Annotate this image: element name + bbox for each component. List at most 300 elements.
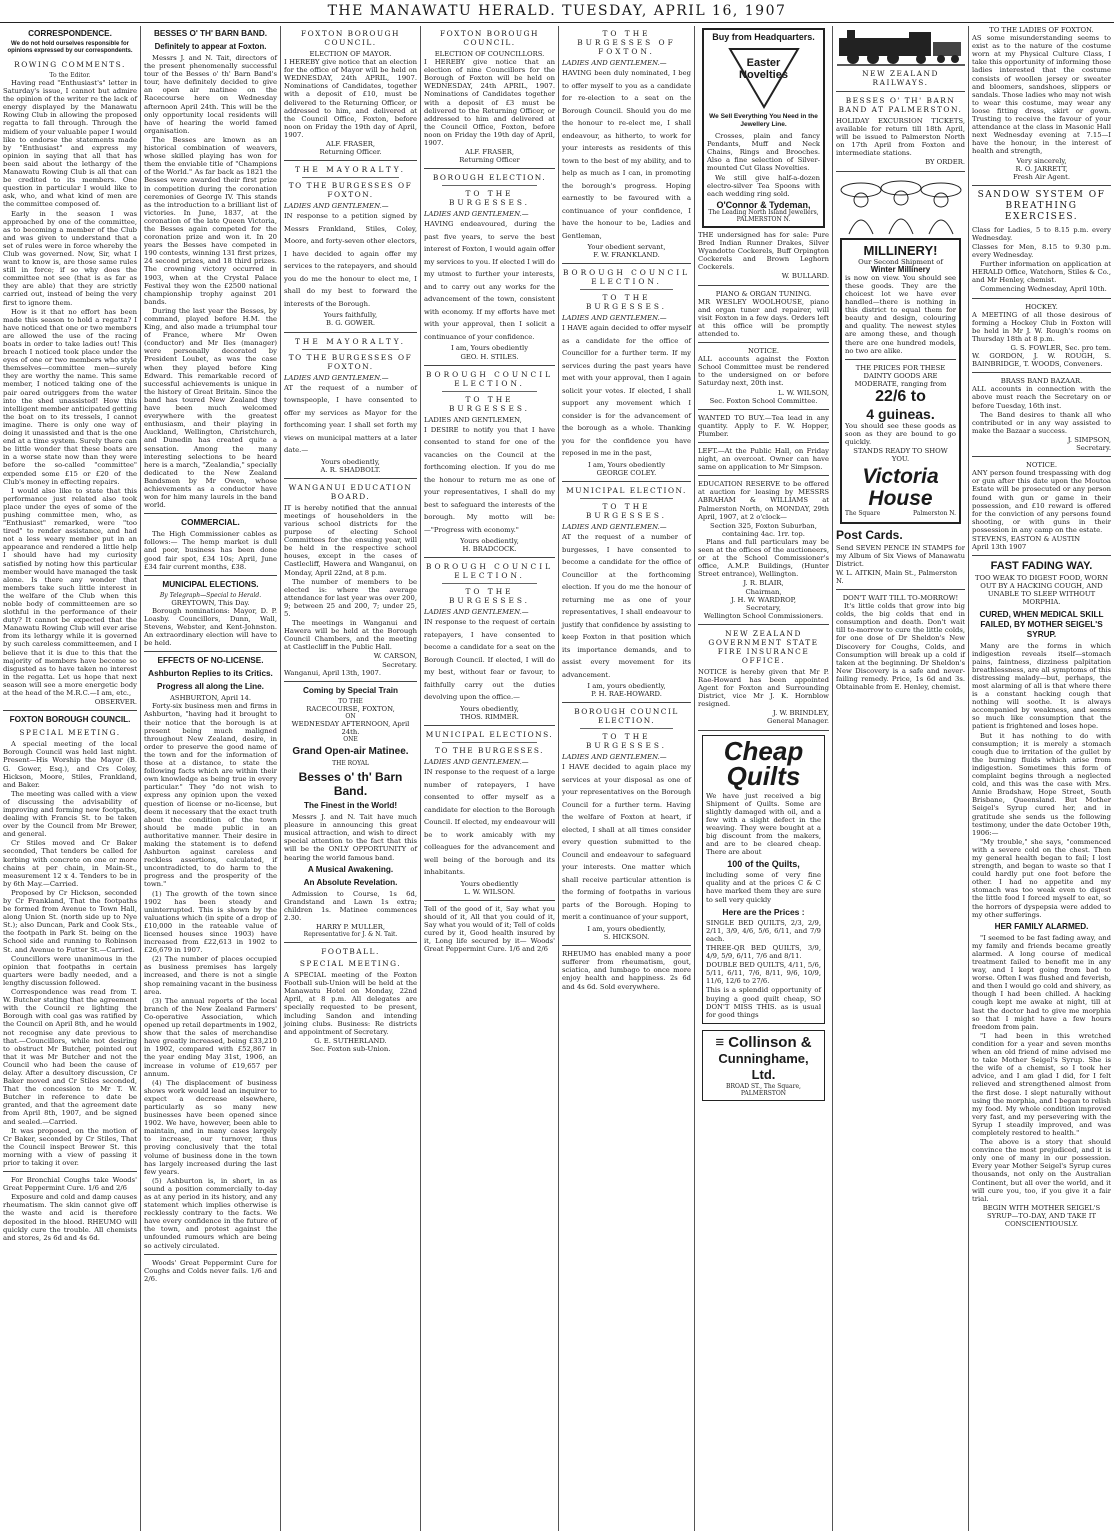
collinson-ad [702, 1030, 825, 1101]
nolicense-title: EFFECTS OF NO-LICENSE. [157, 656, 264, 666]
cheap-quilts-headline: Cheap Quilts [723, 735, 804, 791]
hockey-paragraph: A MEETING of all those desirous of forming a Hockey Club in Foxton will be held in Mr J. W. Rough's rooms on Thursday 18th at 8 p.m. [972, 310, 1111, 343]
firm-name [706, 1034, 821, 1051]
signature: G. S. FOWLER, Sec. pro tem. [1010, 344, 1111, 352]
divider [562, 702, 691, 703]
lost-ad: LEFT.—At the Public Hall, on Friday night, an overcoat. Owner can have same on application to Mr Simpson. [698, 447, 829, 472]
mayor-notice: I HEREBY give notice that an election for the office of Mayor will be held on WEDNESDAY, 24th APRIL, 1907. Nominations of Candidates, together with a deposit of £10, must be delivered to the Returning Officer, or addressed to him, and delivered at the Council Office, Foxton, before noon on Friday the 19th day of April, 1907. [284, 58, 417, 139]
divider [144, 575, 277, 576]
excursion-paragraph: HOLIDAY EXCURSION TICKETS, available for return till 18th April, will be issued to Palmerston North on 17th April from Foxton and intermediate stations. [836, 117, 965, 158]
millinery-headline: MILLINERY! [863, 242, 938, 258]
wanganui-title: WANGANUI EDUCATION BOARD. [288, 482, 413, 501]
council-paragraph: Councillors were unanimous in the opinion that footpaths in certain quarters were badly needed, and a lengthy discussion followed. [3, 954, 137, 987]
notice-title: NOTICE. [1025, 461, 1058, 470]
column-7 [833, 26, 968, 1534]
sandow-paragraph: Classes for Men, 8.15 to 9.30 p.m. every Wednesday. [972, 242, 1111, 260]
piano-paragraph: MR WESLEY WOOLHOUSE, piano and organ tuner and repairer, will visit Foxton in a few days. Orders left at this office will be promptly attended to. [698, 297, 829, 338]
signature: THOS. RIMMER. [460, 713, 519, 722]
signature: HARRY P. MULLER, [316, 922, 385, 931]
wanganui-paragraph: The number of members to be elected is: where the average attendance for last year was over 200, 9; between 25 and 200, 7; under 25, 5. [284, 577, 417, 618]
commercial-title: COMMERCIAL. [181, 518, 240, 528]
victoria-house-logo: Victoria House [862, 465, 939, 511]
ad-paragraph: Crosses, plain and fancy Pendants, Muff and Neck Chains, Rings and Brooches. Also a fine selection of Silver-mounted Cut Glass Novelties. [707, 132, 820, 173]
millinery-text: Our Second Shipment of [858, 257, 943, 266]
double-prices: DOUBLE BED QUILTS, 4/11, 5/6, 5/11, 6/11, 7/6, 8/11, 9/6, 10/9, 11/6, 12/6 to 27/6. [706, 961, 821, 986]
insurance-paragraph: NOTICE is hereby given that Mr P. Rae-Howard has been appointed Agent for Foxton and Surrounding District, vice Mr J. K. Hornblow resigned. [698, 667, 829, 709]
band-name: Besses o' th' Barn Band. [298, 770, 403, 799]
divider [972, 298, 1111, 299]
ad-slogan: We Sell Everything You Need in the Jewellery Line. [709, 113, 818, 129]
sandow-paragraph: Commencing Wednesday, April 10th. [980, 285, 1107, 294]
signature: W. CARSON, [373, 652, 417, 661]
postcards-ad [836, 529, 965, 585]
divider [424, 365, 555, 366]
signature-role: Secretary, [746, 603, 781, 612]
closing: I am, Yours obediently [587, 460, 666, 469]
council-paragraph: It was proposed, on the motion of Cr Baker, seconded by Cr Stiles, That the Council inspect Brewer St. this morning with a view of passing it prior to taking it over. [3, 1126, 137, 1167]
ad-headline: Buy from Headquarters. [712, 32, 815, 42]
divider [424, 557, 555, 558]
election-heading: BOROUGH COUNCIL ELECTION. [425, 369, 554, 388]
divider [302, 349, 399, 350]
football-title: FOOTBALL. [321, 947, 380, 957]
signature: A. R. SHADBOLT. [320, 465, 381, 474]
seigel-paragraph: "My trouble," she says, "commenced with a severe cold on the chest. Then my general health began to fail; I lost strength, and began to waste so that I could hardly put one foot before the other. I had no appetite and my stomach was too weak even to digest the little food I forced myself to eat, so the horrors of dyspepsia were added to my other sufferings. [972, 837, 1111, 919]
disclaimer: We do not hold ourselves responsible for opinions expressed by our correspondents. [7, 41, 133, 54]
rowing-signature: OBSERVER. [94, 698, 137, 707]
signature: G. E. SUTHERLAND. [314, 1036, 387, 1045]
election-heading: MUNICIPAL ELECTIONS. [425, 730, 554, 740]
divider [972, 456, 1111, 457]
council-title: FOXTON BOROUGH COUNCIL. [301, 29, 400, 47]
election-heading: BOROUGH COUNCIL ELECTION. [425, 562, 554, 581]
council-title: FOXTON BOROUGH COUNCIL. [440, 29, 539, 47]
prices-title: Here are the Prices : [722, 906, 805, 917]
salutation: LADIES AND GENTLEMEN.— [562, 59, 667, 67]
divider [424, 168, 555, 169]
address-row [845, 510, 956, 518]
notice-paragraph: ALL accounts against the Foxton School Committee must be rendered to the undersigned on or before Saturday next, 20th inst. [698, 355, 829, 388]
closing: Yours faithfully, [323, 311, 378, 320]
besses-paragraph: Messrs J. and N. Tait, directors of the present phenomenally successful tour of the Besses o' th' Barn Band's tour, have definitely decided to give an open air matinee on the Racecourse here on Wednesday afternoon April 24th. This will be the only opportunity local residents will have of hearing the world famed organisation. [144, 54, 277, 135]
prices-line: THE PRICES FOR THESE DAINTY GOODS ARE MODERATE, ranging from [854, 363, 947, 388]
wilson-letter: IN response to the request of a large number of ratepayers, I have consented to offer myself as a candidate for election to the Borough Council. If elected, my endeavour will be to work amicably with my colleagues for the advancement and well being of the borough and its inhabitants. [424, 768, 555, 877]
election-subtitle: ELECTION OF COUNCILLORS. [434, 50, 545, 58]
bradcock-letter: I DESIRE to notify you that I have consented to stand for one of the vacancies on the Council at the forthcoming election. If you do me the honour to return me as one of your representatives, I shall do my best to safeguard the interests of the borough. My motto will be:—"Progress with economy." [424, 425, 555, 534]
column-1 [0, 26, 140, 1534]
wanganui-paragraph: The meetings in Wanganui and Hawera will be held at the Borough Council Chambers, and the meeting at Castlecliff in the Public Hall. [284, 619, 417, 652]
divider [698, 342, 829, 343]
burgesses-heading: TO THE BURGESSES. [585, 502, 668, 521]
burgesses-title: TO THE BURGESSES OF FOXTON. [577, 29, 676, 56]
awakening-line: A Musical Awakening. [307, 864, 394, 874]
divider [698, 475, 829, 476]
seigel-paragraph: But it has nothing to do with consumption; it is merely a stomach cough due to irritation of the gullet by the burning fluids which arise from indigestion. Sometimes this form of complaint begins through a neglected cold, and this was the case with Mrs. Annie Bradshaw, Hope Street, South Brisbane, Queensland. But Mother Seigel's Syrup cured her, and in gratitude she sends us the following testimony, under the date October 19th, 1906:— [972, 731, 1111, 837]
band-paragraph: Messrs J. and N. Tait have much pleasure in announcing this great musical attraction, and wish to direct special attention to the fact that this will be the ONLY OPPORTUNITY of hearing the world famous band. [284, 813, 417, 862]
matinee-title: Grand Open-air Matinee. [292, 746, 409, 758]
quilts-paragraph: We have just received a big Shipment of Quilts. Some are slightly damaged with oil, and a few with a slight defect in the weaving. They were bought at a big discount from the makers, and are to be cleared cheap. There are about [706, 791, 821, 857]
divider [836, 589, 965, 590]
column-2 [141, 26, 280, 1534]
dateline: April 13th 1907 [972, 543, 1027, 552]
burgesses-heading: TO THE BURGESSES OF FOXTON. [288, 181, 413, 200]
burgesses-heading: TO THE BURGESSES. [448, 394, 531, 413]
rowing-paragraph: Early in the season I was approached by one of the committee, as to becoming a member of the Club and was given to understand that a set of rules were in force whereby the Club was governed. Now, Sir, what I want to know is, are those same rules still in force; if so why does the committee not see (that is as far as they are able) that they are strictly carried out, instead of being the very first to ignore them. [3, 209, 137, 307]
coley-letter: I HAVE again decided to offer myself as a candidate for the office of Councillor for a further term. If my services during the past years have met with your approval, then I again solicit your votes. If elected, I shall support any movement which I consider is for the advancement of the borough as a whole. Thanking you for the confidence you have reposed in me in the past, [562, 324, 691, 458]
rheumo-ad: RHEUMO has enabled many a poor sufferer from rheumatism, gout, sciatica, and lumbago to once more enjoy health and happiness. 2s 6d and 4s 6d. Sold everywhere. [562, 950, 691, 991]
seigel-paragraph: "I had been in this wretched condition for a year and seven months when an old friend of mine advised me to take Mother Seigel's Syrup. She is the wife of a chemist, so I took her advice, and I am glad I did, for I felt relieved and strengthened almost from the first dose. I slept naturally without using the morphia, and I began to relish my food. My whole condition improved very fast, and my persevering with the Syrup I steadily improved, and was completely restored to health." [972, 1031, 1111, 1137]
rae-howard-letter: AT the request of a number of burgesses, I have consented to become a candidate for the office of Councillor at the forthcoming election. If you do me the honour of returning me as one of your representatives, I shall endeavour to justify that confidence by assisting to keep Foxton in that position which its importance demands, and to assist every movement for its advancement. [562, 533, 691, 679]
signature-role: Fresh Air Agent. [1012, 172, 1071, 181]
signature-role: Representative for J. & N. Tait. [303, 931, 398, 939]
divider [580, 498, 673, 499]
closing: Yours obediently, [460, 537, 519, 546]
election-subtitle: ELECTION OF MAYOR. [309, 50, 392, 58]
signature: P. H. RAE-HOWARD. [591, 690, 662, 699]
cured-heading: CURED, WHEN MEDICAL SKILL FAILED, BY MOTHER SEIGEL'S SYRUP. [979, 609, 1104, 639]
admission-paragraph: Admission to Course, 1s 6d, Grandstand and Lawn 1s extra; children 1s. Matinee commences 2.30. [284, 889, 417, 922]
rowing-paragraph: Having read "Enthusiast's" letter in Saturday's issue, I cannot but admire the opinion of the writer re the lack of energy displayed by the Manawatu Rowing Club in allowing the proposed regatta to fall through. Through the midiem of your valuable paper I would like to endorse the statements made by "Enthusiast" and express my opinion in saying that all that has been said about the lethargy of the Manawatu Rowing Club is all that can be credited to its members. One question in particular I would like to ask, who, and what kind of men are the committee composed of. [3, 79, 137, 209]
millinery-ad [840, 238, 961, 524]
signature-role: Sec. Foxton School Committee. [709, 396, 818, 405]
closing: I am, Yours obediently [450, 344, 529, 353]
divider [562, 945, 691, 946]
nolicense-paragraph: Forty-six business men and firms in Ashburton, "having had it brought to their notice that the borough is at present being much maligned throughout New Zealand, desire, in order to preserve the good name of the town and for the information of those at a distance, to state the following facts which are within their own knowledge as being true in every particular." They "do not wish to express any opinion upon the vexed question of license or no-license, but deem it necessary that the exact truth about the condition of the town should be made public in an authoritative manner. Their desire in making the statement is to defend Ashburton against careless and reckless assertions, calculated, if uncontradicted, to do harm to the progress and the prosperity of the town." [144, 702, 277, 889]
ladies-paragraph: AS some misunderstanding seems to exist as to the nature of the costume worn at my Physical Culture Class, I take this opportunity of informing those ladies interested that the costume consists of woollen jersey or sweater and bloomers, sandshoes, slippers or sandals. Those ladies who may not wish to wear this costume, may wear any loose fitting dress, skirt or gown. Trusting to receive the favour of your attendance at the class in Masonic Hall next Wednesday evening at 7.15—I have the honour, in the interest of health and strength, [972, 34, 1111, 156]
divider [698, 624, 829, 625]
rowing-title: ROWING COMMENTS. [14, 60, 126, 69]
insurance-title: NEW ZEALAND GOVERNMENT STATE FIRE INSURANCE OFFICE. [708, 628, 819, 665]
divider [424, 900, 555, 901]
wanted-ad: WANTED TO BUY.—Tea lead in any quantity. Apply to F. W. Hopper, Plumber. [698, 413, 829, 438]
divider [3, 1171, 137, 1172]
nolicense-paragraph: (4) The displacement of business shows work would lead an inquirer to expect a decrease elsewhere, particularly as so many new businesses have been opened since 1902. We have, however, been able to maintain, and in many cases largely to increase, our turnover, thus proving conclusively that the total volume of business done in the town has largely increased during the last few years. [144, 1078, 277, 1176]
signature: J. W. BRINDLEY, [772, 709, 829, 718]
begin-line: BEGIN WITH MOTHER SEIGEL'S SYRUP—TO-DAY, AND TAKE IT CONSCIENTIOUSLY. [982, 1203, 1101, 1228]
hockey-title: HOCKEY. [1025, 302, 1058, 311]
divider [284, 681, 417, 682]
locomotive-icon [837, 28, 965, 66]
municipal-title: MUNICIPAL ELECTIONS. [162, 579, 259, 589]
signature-role: General Manager. [767, 717, 829, 726]
stiles-letter: HAVING endeavoured, during the past five years, to serve the best interest of Foxton, I would again offer my services to you. If elected I will do my utmost to further your interests, and to carry out any works for the advancement of the town, consistent with economy. If my efforts have met with your approval, then I solicit a continuance of your confidence. [424, 220, 555, 341]
election-heading: MUNICIPAL ELECTION. [566, 486, 687, 496]
bazaar-paragraph: The Band desires to thank all who contributed or in any way assisted to make the Bazaar a success. [972, 410, 1111, 435]
divider [442, 391, 537, 392]
by-order: BY ORDER. [925, 158, 965, 167]
council-paragraph: Correspondence was read from T. W. Butcher stating that the agreement with the Council re lighting the Borough with coal gas was ratified by the Council on April 8th, and he would not recognise any date previous to that.—Councillors, while not desiring to obstruct Mr Butcher, pointed out that it was Mr Butcher and not the Council who had been the cause of delay. After a desultory discussion, Cr Baker moved and Cr Stiles seconded, That the concession to Mr T. W. Butcher in reference to date be granted, and that the agreement date from April 8th, 1907, and be signed and sealed.—Carried. [3, 988, 137, 1126]
divider [144, 651, 277, 652]
sale-paragraph: THE undersigned has for sale: Pure Bred Indian Runner Drakes, Silver Wyandotte Cockerels, Buff Orpington Cockerels and Brown Leghorn Cockerels. [698, 230, 829, 272]
divider [442, 185, 537, 186]
rowing-paragraph: How is it that no effort has been made this season to hold a regatta? I have noticed that one or two members are allowed the use of the racing boats in order to take ladies out! This breach I noticed took place under the eyes of one or two members who style themselves—committee men—surely they are worthy the name. This same member, I noticed taking one of the pair oared outriggers from the water into the shed unassisted! How this intelligent member anticipated getting the boat on to its tressels, I cannot imagine. There is only one way of doing it unassisted and that is the one end at a time system. Surely there can be little wonder that these boats are in a worse state now than they were before the so-called "committee" expended some £15 or £20 of the Club's money in effecting repairs. [3, 307, 137, 486]
postcards-address: W. L. AITKIN, Main St., Palmerston N. [836, 568, 958, 585]
dateline: GREYTOWN, This Day. [171, 598, 250, 607]
council-paragraph: Proposed by Cr Hickson, seconded by Cr Frankland, That the footpaths be formed from Avenue to Town Hall, along Union St. (north side up to Nye St.); also Duncan, Park and Cook Sts., the footpath in Park St. being on the School side and running to Robinson St. and Avenue to Futter St.—Carried. [3, 888, 137, 954]
address-town: Palmerston N. [912, 510, 956, 518]
dont-wait-title: DON'T WAIT TILL TO-MORROW! [842, 594, 959, 602]
seigel-paragraph: The above is a story that should convince the most prejudiced, and it is only one of many in our possession. Every year Mother Seigel's Syrup cures thousands, not only on the Australian Continent, but all over the world, and it will cure you, too, if you give it a fair trial. [972, 1138, 1111, 1203]
divider [845, 359, 956, 360]
divider [284, 332, 417, 333]
wanganui-paragraph: IT is hereby notified that the annual meetings of householders in the various school districts for the purpose of electing School Committees for the ensuing year, will be held in the respective school houses, except in the cases of Castlecliff, Hawera and Wanganui, on Monday, April 22nd, at 8 p.m. [284, 503, 417, 577]
divider [836, 171, 965, 172]
signature: STEVENS, EASTON & AUSTIN [972, 534, 1081, 543]
firm-subtitle: The Leading North Island Jewellers, PALMERSTON N. [708, 208, 819, 223]
telegraph-line: By Telegraph—Special to Herald. [159, 591, 262, 599]
closing: Yours obediently [460, 879, 519, 888]
officer-name: ALF. FRASER, [325, 140, 376, 149]
burgesses-heading: TO THE BURGESSES OF FOXTON. [288, 352, 413, 371]
correspondence-heading: CORRESPONDENCE. [28, 29, 112, 38]
easter-triangle-graphic [728, 47, 800, 109]
mayoralty-title: THE MAYORALTY. [294, 336, 407, 346]
gower-letter: IN response to a petition signed by Messrs Frankland, Stiles, Coley, Moore, and forty-seven other electors, I have decided to again offer my services to the ratepayers, and should you do me the honour to elect me, I shall do my best to forward the interests of the Borough. [284, 212, 417, 308]
signature: GEO. H. STILES. [460, 352, 519, 361]
revelation-line: An Absolute Revelation. [303, 877, 398, 887]
postcards-headline: Post Cards. [836, 527, 903, 542]
salutation: LADIES AND GENTLEMEN.— [424, 758, 529, 767]
salutation: LADIES AND GENTLEMEN.— [562, 314, 667, 323]
nolicense-paragraph: (1) The growth of the town since 1902 has been steady and uninterrupted. This is shown by the valuations which (in spite of a drop of £10,000 in the rateable value of licensed houses since 1903) have increased from £22,613 in 1902 to £26,679 in 1907. [144, 889, 277, 955]
ladies-hats-illustration [839, 176, 963, 236]
firm-name-line: Cunninghame, Ltd. [718, 1050, 809, 1082]
divider [562, 263, 691, 264]
peppermint-ad: Woods' Great Peppermint Cure for Coughs and Colds never fails. 1/6 and 2/6. [144, 1258, 277, 1283]
besses-paragraph: The Besses are known as an historical combination of weavers, whose skilled playing has won for them the enviable title of "Champions of the World." As far back as 1821 the Besses were awarded their first prize in competition during the coronation ceremonies of George IV. This stands as the introduction to a brilliant list of victories. In June, 1837, at the coronation of the late Queen Victoria, the Besses again competed for the coronation prize and won it. In 20 years the Besses have competed in 190 contests, winning 131 first prizes, 24 second prizes, and 18 third prizes. The crowning victory occurred in 1903, when at the Crystal Palace Festival they won the £2500 national championship trophy against 201 bands. [144, 135, 277, 306]
divider [442, 583, 537, 584]
train-on: ON [345, 712, 356, 720]
menu-icon: ≡ [715, 1033, 725, 1051]
closing: I am, yours obediently, [587, 924, 666, 933]
salutation: LADIES AND GENTLEMEN.— [424, 608, 529, 617]
signature: H. BRADCOCK. [462, 545, 517, 554]
rimmer-letter: IN response to the request of certain ratepayers, I have consented to become a candidate for a seat on the Borough Council. If elected, I will do my best, without fear or favour, to faithfully carry out the duties devolving upon the office.— [424, 618, 555, 702]
nolicense-subtitle-2: Progress all along the Line. [157, 682, 264, 692]
burgesses-heading: TO THE BURGESSES. [434, 746, 545, 756]
besses-title: BESSES O' TH' BARN BAND. [153, 29, 268, 38]
closing: Very sincerely, [1016, 156, 1067, 165]
train-title: Coming by Special Train [302, 685, 399, 695]
ladies-title: TO THE LADIES OF FOXTON. [989, 26, 1094, 34]
signature: L. W. WILSON, [777, 388, 829, 397]
firm-name: O'Connor & Tydeman, [716, 199, 811, 210]
sandow-paragraph: Class for Ladies, 5 to 8.15 p.m. every Wednesday. [972, 225, 1111, 242]
winter-millinery: Winter Millinery [870, 264, 931, 274]
signature: J. H. W. WARDROP, [730, 595, 797, 604]
divider [3, 710, 137, 711]
sandow-title: SANDOW SYSTEM OF BREATHING EXERCISES. [977, 189, 1106, 222]
divider [972, 555, 1111, 556]
divider [562, 481, 691, 482]
jeweller-ad [702, 28, 825, 228]
signature-role: Chairman, [745, 587, 782, 596]
firm-name-line: Collinson & [728, 1033, 812, 1051]
divider [442, 742, 537, 743]
burgesses-heading: TO THE BURGESSES. [448, 587, 531, 606]
stands-line: STANDS READY TO SHOW YOU. [853, 447, 948, 464]
dateline: ASHBURTON, April 14. [170, 694, 251, 703]
fast-fading-title: FAST FADING WAY. [990, 560, 1093, 573]
closing: I am, yours obediently, [587, 682, 666, 691]
train-day: WEDNESDAY AFTERNOON, April 24th. [291, 719, 410, 736]
divider [284, 478, 417, 479]
train-one: ONE [343, 736, 358, 744]
signature: F. W. FRANKLAND. [593, 251, 660, 260]
divider [698, 730, 829, 731]
divider [580, 289, 673, 290]
municipal-paragraph: Borough nominations: Mayor, D. P. Loasby. Councillors, Dunn, Wall, Stevens, Webster, and Kent-Johnston. An extraordinary election will have to be held. [144, 606, 277, 648]
salutation: LADIES AND GENTLEMEN.— [562, 753, 667, 762]
royal-label: THE ROYAL [332, 760, 369, 768]
nolicense-paragraph: (3) The annual reports of the local branch of the New Zealand Farmers' Co-operative Association, which opened up retail departments in 1902, show that the sales of merchandise have greatly increased, being £33,210 in 1902, compared with £52,867 in the year ending May 31st, 1906, an increase in volume of £19,657 per annum. [144, 996, 277, 1078]
divider [144, 1254, 277, 1255]
closing: Your obedient servant, [587, 243, 666, 252]
bazaar-paragraph: ALL accounts in connection with the above must reach the Secretary on or before Tuesday, 16th inst. [972, 385, 1111, 410]
alarmed-heading: HER FAMILY ALARMED. [994, 921, 1089, 931]
divider [698, 409, 829, 410]
closing: Yours obediently, [321, 457, 380, 466]
council-subtitle: SPECIAL MEETING. [19, 728, 121, 738]
sandow-paragraph: Further information on application at HERALD Office, Watchorn, Stiles & Co., and Mr Henley, chemist. [972, 260, 1111, 285]
quilts-paragraph: This is a splendid opportunity of buying a good quilt cheap, SO DON'T MISS THIS. as is usual for good things [706, 986, 821, 1019]
seigel-paragraph: "I seemed to be fast fading away, and my family and friends became greatly alarmed. A long course of medical treatment failed to benefit me in any way, and I kept going from bad to worse. Often I was flushed and feverish, and then I would go cold and shivery, as though I had been chilled. A hacking cough kept me awake at night, till at last the doctor had to give me morphia so that I might have a few hours freedom from pain. [972, 933, 1111, 1031]
signature-role: Wellington School Commissioners. [703, 611, 824, 620]
signature-role: Secretary. [1076, 444, 1111, 453]
divider [284, 942, 417, 943]
divider [836, 91, 965, 92]
besses-subtitle: Definitely to appear at Foxton. [154, 42, 267, 51]
football-paragraph: A SPECIAL meeting of the Foxton Football sub-Union will be held at the Manawatu Hotel on Monday, 22nd April, at 8 p.m. All delegates are specially requested to be present, including Sandon and intending joining clubs. Business: Re districts and appointment of Secretary. [284, 971, 417, 1036]
single-prices: SINGLE BED QUILTS, 2/3, 2/9, 2/11, 3/9, 4/6, 5/6, 6/11, and 7/9 each. [706, 918, 821, 943]
train-to: TO THE [338, 697, 363, 705]
easter-novelties: Easter Novelties [739, 57, 788, 82]
election-heading: BOROUGH COUNCIL ELECTION. [562, 268, 691, 287]
signature: W. BULLARD. [781, 272, 829, 281]
quilts-ad [702, 735, 825, 1024]
column-6 [695, 26, 832, 1534]
notice-title: NOTICE. [747, 347, 780, 356]
firm-address: BROAD ST., The Square, PALMERSTON [726, 1082, 801, 1097]
council-paragraph: Cr Stiles moved and Cr Baker seconded, That tenders be called for kerbing with concrete on one or more chains at per chain, in Main-St., measurement 12 x 4. Tenders to be in by 6th May.—Carried. [3, 839, 137, 888]
council-paragraph: The meeting was called with a view of discussing the advisability of improving and forming new footpaths, dealing with Francis St. to be taken over by the Council from Mr Brewer, and general. [3, 789, 137, 839]
fast-fading-subtitle: TOO WEAK TO DIGEST FOOD, WORN OUT BY A HACKING COUGH, AND UNABLE TO SLEEP WITHOUT MORPHIA. [974, 574, 1109, 607]
divider [698, 442, 829, 443]
divider [284, 160, 417, 161]
signature: J. R. BLAIR, [743, 579, 784, 588]
peppermint-ad: For Bronchial Coughs take Woods' Great Peppermint Cure. 1/6 and 2/6 [3, 1176, 137, 1193]
notice-paragraph: ANY person found trespassing with dog or gun after this date upon the Moutoa Estate will be prosecuted or any person found with gun or game in their possession, and £10 reward is offered for the conviction of any persons found shooting, or with guns in their possession in any camp on the estate. [972, 469, 1111, 534]
closing: Yours obediently, [460, 704, 519, 713]
signature: L. W. WILSON. [463, 887, 516, 896]
signature-role: Secretary. [382, 660, 417, 669]
column-5 [559, 26, 694, 1534]
rowing-to-editor: To the Editor. [49, 72, 91, 79]
divider [144, 513, 277, 514]
nolicense-paragraph: (5) Ashburton is, in short, in as sound a position commercially to-day as at any period in its history, and any statement which implies otherwise is recklessly contrary to the facts. We have every confidence in the future of the town, and protest against the unfounded rumours which are being so actively circulated. [144, 1176, 277, 1250]
divider [972, 185, 1111, 186]
signature: R. O. JARRETT, [1015, 164, 1068, 173]
conveners: W. GORDON, J. W. ROUGH, S. BAINBRIDGE, T. WOODS, Conveners. [972, 352, 1111, 369]
besses-subtitle: BESSES O' TH' BARN BAND AT PALMERSTON. [838, 96, 963, 114]
salutation: LADIES AND GENTLEMEN.— [562, 523, 667, 532]
address-square: The Square [845, 510, 881, 518]
salutation: LADIES AND GENTLEMEN.— [284, 373, 389, 382]
signature: S. HICKSON. [603, 933, 650, 942]
price-range: 22/6 to [875, 387, 926, 405]
besses-paragraph: During the last year the Besses, by command, played before H.M. the King, and also made a triumphal tour of France, where Mr Owen (conductor) and Mr Iles (manager) were personally decorated by President Loubet, as was the case when they played before King Edward. This remarkable record of successful achievements is unique in the history of Great Britain. Since the band has toured New Zealand they have been much welcomed everywhere with the greatest enthusiasm, and their playing in Auckland, Wellington, Christchurch, and Dunedin has created quite a sensation. Among the many interesting selections to be heard here is a march, "Zealandia," specially dedicated to the New Zealand Bandsmen by Mr Owen, whose achievements as a conductor have won for him many laurels in the band world. [144, 306, 277, 510]
nolicense-subtitle: Ashburton Replies to its Critics. [148, 669, 273, 679]
hickson-letter: I HAVE decided to again place my services at your disposal as one of your representatives on the Borough Council for a further term. Having the welfare of Foxton at heart, if elected, I shall at all times consider every question submitted to the Council and endeavour to safeguard your interests. One matter which shall receive particular attention is the forming of footpaths in various parts of the Borough. Hoping to merit a continuance of your support, [562, 763, 691, 922]
signature: J. SIMPSON, [1067, 435, 1111, 444]
officer-name: ALF. FRASER, [464, 148, 515, 157]
council-title: FOXTON BOROUGH COUNCIL. [9, 715, 131, 725]
section-line: Section 325, Foxton Suburban, containing 4ac. 1rr. top. [710, 521, 817, 538]
burgesses-heading: TO THE BURGESSES. [448, 189, 531, 208]
election-heading: BOROUGH COUNCIL ELECTION. [574, 707, 679, 726]
mayoralty-title: THE MAYORALTY. [294, 165, 407, 175]
finest-tagline: The Finest in the World! [303, 801, 398, 811]
burgesses-heading: TO THE BURGESSES. [585, 293, 668, 312]
peppermint-poem: Tell of the good of it, Say what you should of it, All that you could of it, Say what you would of it; Tell of colds cured by it, Good health insured by it, Long life secured by it— Woods' Great Peppermint Cure. 1/6 and 2/6 [424, 904, 555, 954]
divider [580, 728, 673, 729]
quilts-count: 100 of the Quilts, [727, 859, 800, 870]
salutation: LADIES AND GENTLEMEN.— [424, 210, 529, 219]
commercial-paragraph: The High Commissioner cables as follows:— The hemp market is dull and poor, business has been done good fair spot, £34 10s; April, June £34 fair current months, £38. [144, 530, 277, 571]
councillors-notice: I HEREBY give notice that an election of nine Councillors for the Borough of Foxton will be held on WEDNESDAY, 24th APRIL, 1907. Nominations of Candidates together with a deposit of £3 must be delivered to the Returning Officer, or addressed to him and delivered at the Council Office, Foxton, before noon on Friday the 19th day of April, 1907. [424, 58, 555, 148]
divider [302, 177, 399, 178]
masthead: THE MANAWATU HERALD. TUESDAY, APRIL 16, 1907 [0, 0, 1114, 23]
salutation: LADIES AND GENTLEMEN.— [284, 202, 389, 211]
millinery-paragraph: is now on view. You should see these goods. They are the choicest lot we have ever handled—there is nothing in this district to equal them for beauty and design, colouring and quality. The newest styles are among these, and though there are one hundred models, no two are alike. [845, 273, 956, 355]
piano-title: PIANO & ORGAN TUNING. [715, 289, 812, 298]
column-8 [969, 26, 1114, 1534]
quilts-paragraph: including some of very fine quality and at the prices C & C have marked them they are sure to sell very quickly [706, 871, 821, 904]
train-place: RACECOURSE, FOXTON, [306, 704, 395, 713]
signature: GEORGE COLEY. [596, 468, 657, 477]
divider [972, 372, 1111, 373]
divider [698, 285, 829, 286]
seigel-paragraph: Many are the forms in which indigestion reveals itself—stomach pains, faintness, dizziness palpitation breathlessness, are all symptoms of this distressing malady—but, perhaps, the most alarming of all is that where there is a constant hacking cough that nothing will soothe. It is always accompanied by weakness, and seems so much like consumption that the patient is frightened and loses hope. [972, 641, 1111, 731]
election-heading: BOROUGH ELECTION. [432, 173, 547, 183]
officer-role: Returning Officer. [319, 148, 382, 157]
education-paragraph: Plans and full particulars may be seen at the offices of the auctioneers, or at the School Commissioner's office, A.M.P. Buildings, (Hunter Street entrance), Wellington. [698, 537, 829, 579]
nolicense-paragraph: (2) The number of places occupied as business premises has largely increased, and there is not a single shop remaining vacant in the business area. [144, 955, 277, 996]
bazaar-title: BRASS BAND BAZAAR. [1000, 377, 1083, 386]
dateline: Wanganui, April 13th, 1907. [284, 668, 382, 677]
three-quarter-prices: THREE-QR BED QUILTS, 3/9, 4/9, 5/9, 6/11, 7/6 and 8/11. [706, 943, 821, 961]
education-reserve: EDUCATION RESERVE to be offered at auction for leasing by MESSRS ABRAHAM & WILLIAMS at Palmerston North, on MONDAY, 29th April, 1907, at 2 o'clock— [698, 480, 829, 521]
divider [424, 725, 555, 726]
ad-paragraph: We still give half-a-dozen electro-silver Tea Spoons with each wedding ring sold. [707, 173, 820, 198]
rowing-paragraph: I would also like to state that this performance just related also took place under the eyes of some of the pushing committee men, who, as "Enthusiast" remarked, were "too tired" to render assistance, and had not a less weary member put in an appearance and rendered a little help I should have had my curiosity satisfied by noting how this particular member would have managed the task alone. Is there any wonder that members take such little interest in the welfare of the Club when this noble body of committeemen are so slothful in the performance of their duty? It cannot be expected that the Manawatu Rowing Club will ever arise from its lethargy while it is governed by such careless committeemen, and I believe that it is due to this that the majority of members have become so disgusted as to have taken no interest in the regatta. Let us hope that next season will see a more energetic body at the head of the M.R.C.—I am, etc., [3, 486, 137, 698]
burgesses-heading: TO THE BURGESSES. [585, 732, 668, 751]
signature: B. G. GOWER. [325, 319, 376, 328]
salutation: LADIES AND GENTLEMEN, [424, 415, 522, 424]
rheumo-ad: Exposure and cold and damp causes rheumatism. The skin cannot give off the waste and acid is therefore deposited in the blood. RHEUMO will quickly cure the trouble. All chemists and stores, 2s 6d and 4s 6d. [3, 1193, 137, 1242]
column-3 [281, 26, 420, 1534]
signature-role: Sec. Foxton sub-Union. [310, 1044, 391, 1053]
frankland-letter: HAVING been duly nominated, I beg to offer myself to you as a candidate for re-election to a seat on the Borough Council. Should you do me the honour to re-elect me, I shall endeavour, as hitherto, to work for your interests as residents of this town to the best of my ability, and to help as much as I can, in promoting the borough's progress. Hoping earnestly to be favoured with a continuance of your confidence, I have the honour to be, Ladies and Gentleman, [562, 69, 691, 240]
price-guineas: 4 guineas. [866, 405, 935, 422]
dont-wait-paragraph: It's little colds that grow into big colds, the big colds that end in consumption and death. Don't wait till to-morrow to cure the little colds, for one dose of Dr Sheldon's New Discovery for Coughs, Colds, and Consumption will break up a cold if taken at the beginning. Dr Sheldon's New Discovery is a safe and never-failing remedy. Price, 1s 6d and 3s. Obtainable from E. Henley, chemist. [836, 602, 965, 692]
shadbolt-letter: AT the request of a number of townspeople, I have consented to offer my services as Mayor for the forthcoming year. I shall set forth my views on municipal matters at a later date.— [284, 383, 417, 455]
football-subtitle: SPECIAL MEETING. [299, 959, 402, 969]
council-paragraph: A special meeting of the local Borough Council was held last night. Present—His Worship the Mayor (B. G. Gower, Esq.), and Crs Coley, Hickson, Moore, Stiles, Frankland, and Baker. [3, 740, 137, 789]
column-4 [421, 26, 558, 1534]
postcards-paragraph: Send SEVEN PENCE IN STAMPS for my Album of Six Views of Manawatu District. [836, 543, 965, 568]
railways-title: NEW ZEALAND RAILWAYS. [862, 69, 939, 87]
